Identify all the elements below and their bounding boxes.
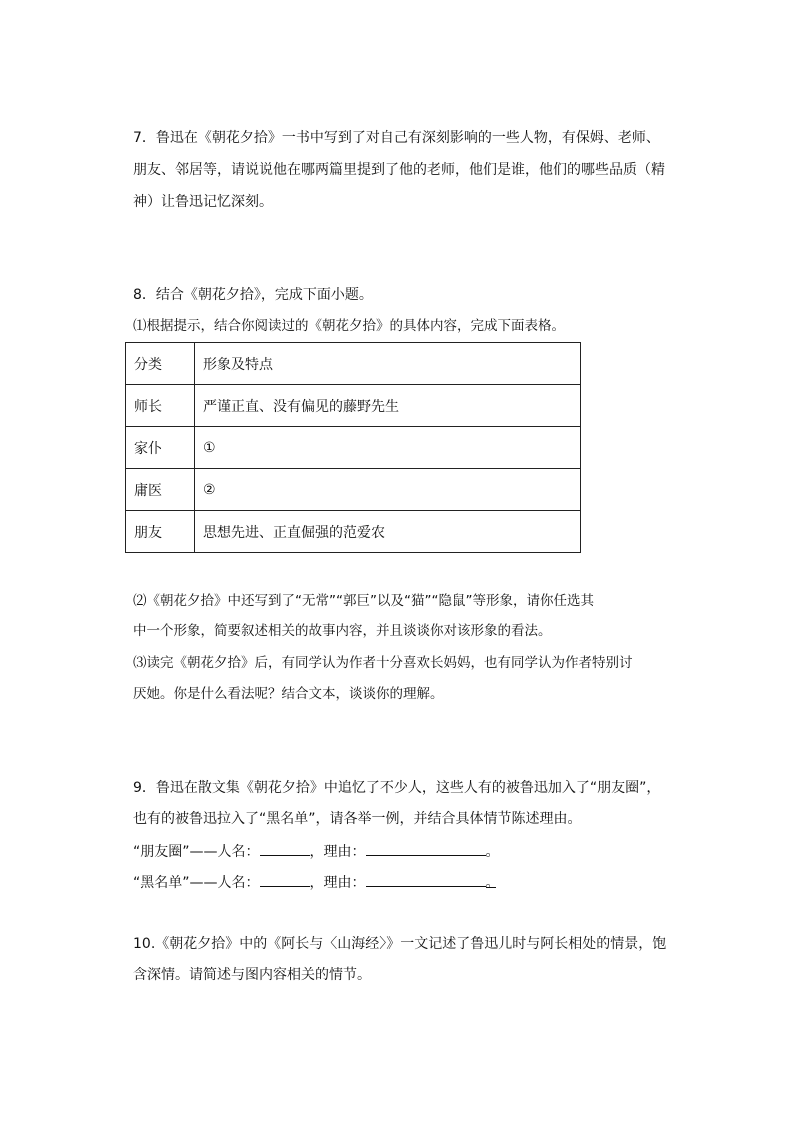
table-row [126,511,581,553]
blacklist-label: “黑名单”——人名： [133,875,260,891]
table-row [126,385,581,427]
table-cell-category: 师长 [126,385,195,427]
table-cell-value: 严谨正直、没有偏见的藤野先生 [195,385,581,427]
table-cell-value: 形象及特点 [195,343,581,385]
table-cell-category: 家仆 [126,427,195,469]
q10-line-2: 含深情。请简述与图内容相关的情节。 [133,967,371,983]
q10-line-1: 10.《朝花夕拾》中的《阿长与〈山海经〉》一文记述了鲁迅儿时与阿长相处的情景，饱 [133,936,667,952]
character-table [125,342,581,553]
blacklist-name-blank[interactable] [260,872,310,887]
table-cell-value: 思想先进、正直倔强的范爱农 [195,511,581,553]
q9-friend-row [133,841,500,861]
q8-sub3-line-2: 厌她。你是什么看法呢？结合文本，谈谈你的理解。 [133,686,444,702]
friend-label: “朋友圈”——人名： [133,844,260,860]
reason-label: ，理由： [309,844,366,860]
q8-sub2-line-2: 中一个形象，简要叙述相关的故事内容，并且谈谈你对该形象的看法。 [133,623,552,639]
table-row [126,343,581,385]
q8-title: 8．结合《朝花夕拾》，完成下面小题。 [133,287,373,303]
q8-sub3-line-1: ⑶读完《朝花夕拾》后，有同学认为作者十分喜欢长妈妈，也有同学认为作者特别讨 [133,655,633,671]
q7-line-1: 7．鲁迅在《朝花夕拾》一书中写到了对自己有深刻影响的一些人物，有保姆、老师、 [133,130,660,146]
end-mark: 。 [485,875,500,891]
friend-name-blank[interactable] [260,841,310,856]
friend-reason-blank[interactable] [366,841,486,856]
blacklist-reason-blank[interactable] [366,872,486,887]
reason-label: ，理由： [309,875,366,891]
table-row [126,469,581,511]
q9-blacklist-row [133,872,500,892]
q7-line-2: 朋友、邻居等，请说说他在哪两篇里提到了他的老师，他们是谁，他们的哪些品质（精 [133,162,665,178]
table-cell-value: ② [195,469,581,511]
q8-sub1: ⑴根据提示，结合你阅读过的《朝花夕拾》的具体内容，完成下面表格。 [133,318,565,334]
q7-line-3: 神）让鲁迅记忆深刻。 [133,194,273,210]
table-cell-category: 庸医 [126,469,195,511]
q8-sub2-line-1: ⑵《朝花夕拾》中还写到了“无常”“郭巨”以及“猫”“隐鼠”等形象，请你任选其 [133,593,594,609]
table-row [126,427,581,469]
end-mark: 。 [485,844,500,860]
table-cell-category: 分类 [126,343,195,385]
table-cell-category: 朋友 [126,511,195,553]
table-cell-value: ① [195,427,581,469]
q9-line-1: 9．鲁迅在散文集《朝花夕拾》中追忆了不少人，这些人有的被鲁迅加入了“朋友圈”， [133,780,661,796]
q9-line-2: 也有的被鲁迅拉入了“黑名单”，请各举一例，并结合具体情节陈述理由。 [133,811,582,827]
